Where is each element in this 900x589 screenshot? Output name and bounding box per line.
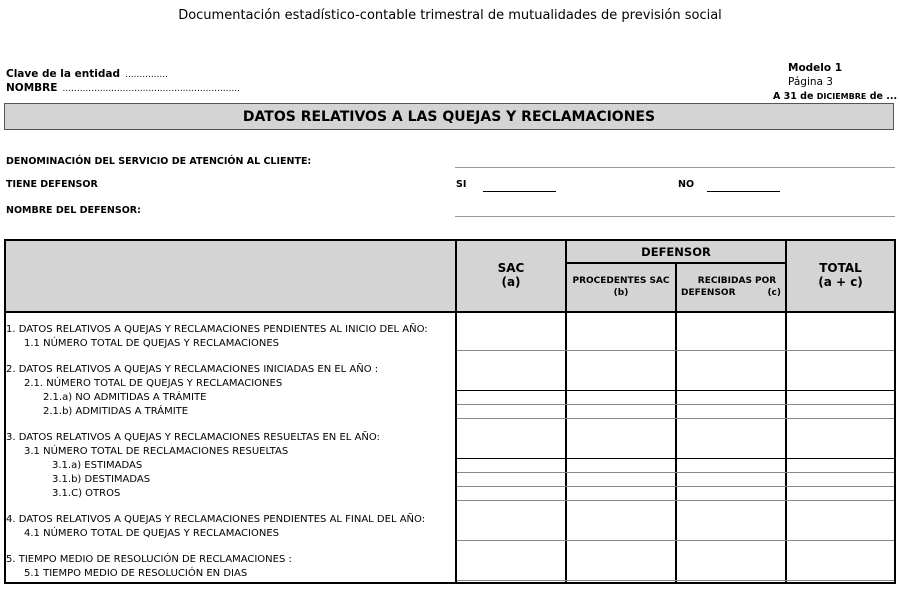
row-1: 1. DATOS RELATIVOS A QUEJAS Y RECLAMACIONES PENDIENTES AL INICIO DEL AÑO: [6,324,428,335]
row-line [457,404,894,405]
pagina-label: Página 3 [788,76,833,88]
no-label: NO [678,179,695,190]
row-2-1: 2.1. NÚMERO TOTAL DE QUEJAS Y RECLAMACIONES [24,378,283,389]
defensor-divider [567,262,785,264]
si-label: SI [456,179,467,190]
total-header-label: TOTAL [819,261,862,275]
fecha-month: DICIEMBRE [816,92,867,101]
col-divider [675,263,677,582]
row-3-1-a: 3.1.a) ESTIMADAS [52,460,143,471]
nombre-row [6,76,240,95]
clave-label: Clave de la entidad [6,68,120,80]
row-line [457,500,894,501]
recibidas-sub: (c) [767,288,781,298]
fecha-prefix: A 31 de [773,91,814,102]
row-line [457,540,894,541]
row-3: 3. DATOS RELATIVOS A QUEJAS Y RECLAMACIONES RESUELTAS EN EL AÑO: [6,432,380,443]
row-line [457,350,894,351]
row-3-1-c: 3.1.C) OTROS [52,488,121,499]
row-line [457,472,894,473]
col-divider [785,241,787,582]
nombre-defensor-field[interactable] [455,216,895,217]
sac-header-sub: (a) [501,275,521,289]
row-line [457,390,894,391]
recibidas-label: RECIBIDAS POR [697,276,777,286]
defensor-label: TIENE DEFENSOR [6,179,98,190]
total-header-sub: (a + c) [818,275,863,289]
row-line [457,458,894,459]
no-field[interactable] [707,191,780,192]
servicio-field[interactable] [455,167,895,168]
fecha-label [773,91,897,102]
procedentes-label: PROCEDENTES SAC [572,276,670,286]
fecha-suffix: de ... [869,91,898,102]
sac-header-label: SAC [497,261,525,275]
row-4: 4. DATOS RELATIVOS A QUEJAS Y RECLAMACIONES PENDIENTES AL FINAL DEL AÑO: [6,514,426,525]
row-4-1: 4.1 NÚMERO TOTAL DE QUEJAS Y RECLAMACIONES [24,528,279,539]
row-line [457,418,894,419]
row-2-1-a: 2.1.a) NO ADMITIDAS A TRÁMITE [43,392,207,403]
row-5-1: 5.1 TIEMPO MEDIO DE RESOLUCIÓN EN DIAS [24,568,248,579]
row-1-1: 1.1 NÚMERO TOTAL DE QUEJAS Y RECLAMACIONES [24,338,279,349]
sac-header [457,261,565,289]
row-3-1-b: 3.1.b) DESTIMADAS [52,474,151,485]
col-divider [455,241,457,582]
row-line [457,486,894,487]
servicio-label: DENOMINACIÓN DEL SERVICIO DE ATENCIÓN AL CLIENTE: [6,156,312,167]
row-3-1: 3.1 NÚMERO TOTAL DE RECLAMACIONES RESUELTAS [24,446,289,457]
row-line [457,580,894,581]
procedentes-header [567,275,675,299]
recibidas-label-2: DEFENSOR [681,288,736,298]
section-banner: DATOS RELATIVOS A LAS QUEJAS Y RECLAMACIONES [4,103,894,130]
nombre-label: NOMBRE [6,82,58,94]
row-5: 5. TIEMPO MEDIO DE RESOLUCIÓN DE RECLAMACIONES : [6,554,292,565]
row-2: 2. DATOS RELATIVOS A QUEJAS Y RECLAMACIONES INICIADAS EN EL AÑO : [6,364,379,375]
row-2-1-b: 2.1.b) ADMITIDAS A TRÁMITE [43,406,189,417]
si-field[interactable] [483,191,556,192]
nombre-dots: .............................................................. [62,84,240,94]
modelo-label: Modelo 1 [788,62,843,74]
defensor-header: DEFENSOR [641,245,711,259]
procedentes-sub: (b) [613,288,629,298]
document-title: Documentación estadístico-contable trimestral de mutualidades de previsión social [178,8,722,23]
nombre-defensor-label: NOMBRE DEL DEFENSOR: [6,205,141,216]
quejas-table [4,239,896,584]
total-header [787,261,894,289]
recibidas-header [677,275,785,299]
clave-dots: ............... [125,70,168,80]
